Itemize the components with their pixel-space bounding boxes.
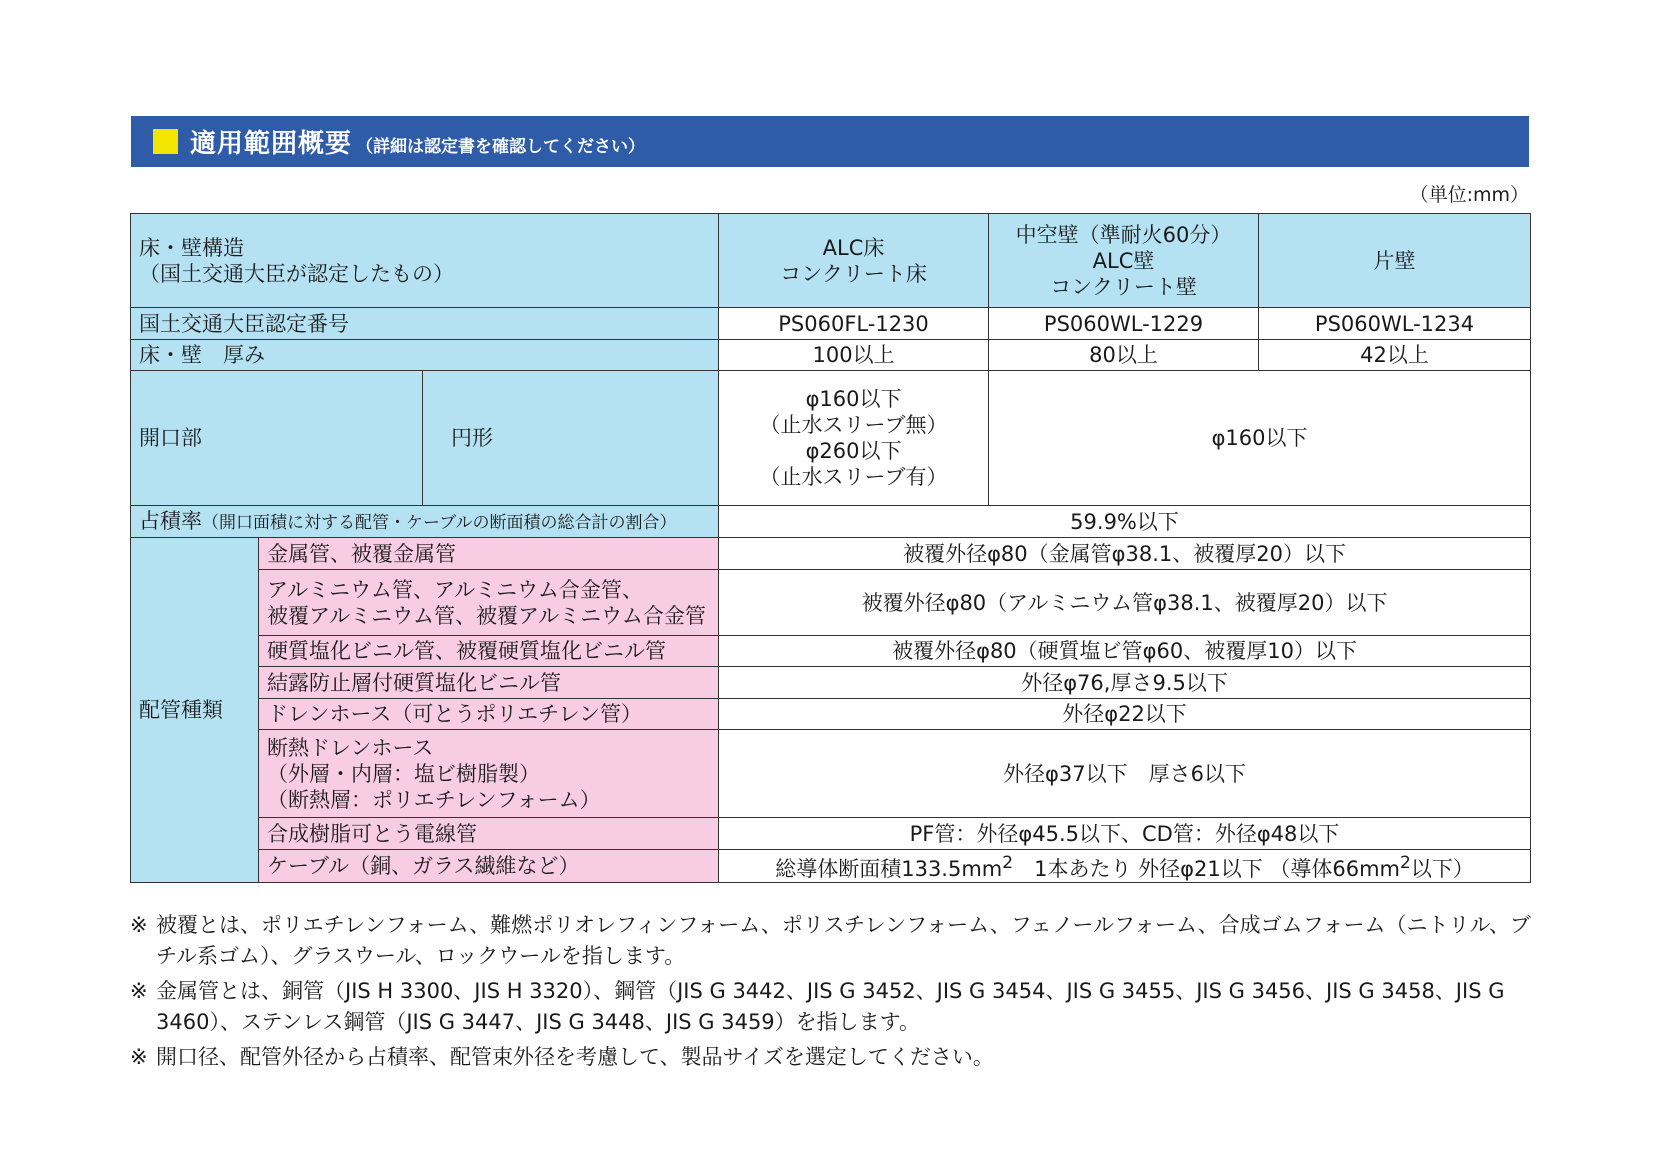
col-header-hollow-wall [989,214,1259,308]
pipe-value-part: 以下） [1410,857,1474,881]
opening-shape: 円形 [423,371,719,506]
pipe-value: 外径φ37以下 厚さ6以下 [719,730,1531,818]
pipe-name-line: アルミニウム管、アルミニウム合金管、 [267,577,643,602]
pipe-value-part: 総導体断面積133.5mm [775,857,1003,881]
section-subtitle: （詳細は認定書を確認してください） [356,137,646,157]
table-row [131,699,1531,730]
table-row [131,730,1531,818]
thickness-value: 100以上 [719,340,989,371]
pipe-name-line: （断熱層：ポリエチレンフォーム） [267,787,601,812]
pipe-name: 結露防止層付硬質塩化ビニル管 [259,667,719,699]
opening-wall-value: φ160以下 [989,371,1531,506]
table-row [131,667,1531,699]
superscript: 2 [1002,853,1014,873]
note-item [130,910,1540,972]
note-mark: ※ [130,1045,148,1069]
superscript: 2 [1400,853,1411,873]
notes [130,910,1540,1077]
col-header-text: コンクリート壁 [1050,274,1197,299]
pipe-name: 硬質塩化ビニル管、被覆硬質塩化ビニル管 [259,636,719,667]
note-item [130,1042,1540,1073]
cert-value: PS060WL-1229 [989,308,1259,340]
opening-floor-line: φ260以下 [805,439,902,463]
col-header-text: 片壁 [1373,248,1416,273]
col-header-text: ALC壁 [1092,248,1155,273]
table-row [131,506,1531,538]
pipe-name-line: 被覆アルミニウム管、被覆アルミニウム合金管 [267,603,706,628]
note-mark: ※ [130,979,148,1003]
cert-value: PS060FL-1230 [719,308,989,340]
pipe-name: ケーブル（銅、ガラス繊維など） [259,850,719,883]
pipe-name: 金属管、被覆金属管 [259,538,719,570]
note-text: 開口径、配管外径から占積率、配管束外径を考慮して、製品サイズを選定してください。 [156,1045,994,1069]
col-header-text: 中空壁（準耐火60分） [1015,222,1232,247]
pipe-name-line: 断熱ドレンホース [267,735,434,760]
col-header-text: コンクリート床 [780,261,927,286]
section-title: 適用範囲概要 [190,129,353,159]
pipe-value: 被覆外径φ80（アルミニウム管φ38.1、被覆厚20）以下 [719,570,1531,636]
occupancy-label: 占積率 [139,508,202,533]
table-row [131,308,1531,340]
table-row [131,636,1531,667]
opening-floor-line: （止水スリーブ無） [759,413,948,437]
thickness-label: 床・壁 厚み [131,340,719,371]
pipe-value: 外径φ22以下 [719,699,1531,730]
pipe-group-label: 配管種類 [131,538,259,883]
thickness-value: 42以上 [1259,340,1531,371]
pipe-value: 被覆外径φ80（金属管φ38.1、被覆厚20）以下 [719,538,1531,570]
occupancy-note: （開口面積に対する配管・ケーブルの断面積の総合計の割合） [202,512,677,533]
section-banner [131,116,1529,167]
pipe-name-line: （外層・内層：塩ビ樹脂製） [267,761,540,786]
opening-floor-line: （止水スリーブ有） [759,465,948,489]
unit-label: （単位:mm） [1409,184,1529,206]
opening-label: 開口部 [131,371,423,506]
pipe-value: 外径φ76,厚さ9.5以下 [719,667,1531,699]
pipe-value-cable [719,850,1531,883]
occupancy-label-cell [131,506,719,538]
pipe-value: 被覆外径φ80（硬質塩ビ管φ60、被覆厚10）以下 [719,636,1531,667]
table-row [131,371,1531,506]
pipe-name: ドレンホース（可とうポリエチレン管） [259,699,719,730]
col-header-floor [719,214,989,308]
note-text: 被覆とは、ポリエチレンフォーム、難燃ポリオレフィンフォーム、ポリスチレンフォーム、フェノールフォーム、合成ゴムフォーム（ニトリル、ブチル系ゴム）、グラスウール、ロックウールを指します。 [156,913,1531,968]
opening-floor-line: φ160以下 [805,387,902,411]
structure-label-note: （国土交通大臣が認定したもの） [139,261,454,286]
note-mark: ※ [130,913,148,937]
table-row [131,340,1531,371]
col-header-single-wall [1259,214,1531,308]
cert-value: PS060WL-1234 [1259,308,1531,340]
note-item [130,976,1540,1038]
structure-header-cell [131,214,719,308]
pipe-value: PF管：外径φ45.5以下、CD管：外径φ48以下 [719,818,1531,850]
pipe-value-part: 1本あたり 外径φ21以下 （導体66mm [1013,857,1400,881]
opening-floor-value [719,371,989,506]
structure-label: 床・壁構造 [139,235,244,260]
thickness-value: 80以上 [989,340,1259,371]
pipe-name [259,570,719,636]
cert-label: 国土交通大臣認定番号 [131,308,719,340]
table-row [131,850,1531,883]
yellow-square-icon [153,129,178,154]
pipe-name [259,730,719,818]
spec-table [130,213,1531,883]
col-header-text: ALC床 [822,235,885,260]
table-row [131,818,1531,850]
table-row [131,214,1531,308]
table-row [131,538,1531,570]
note-text: 金属管とは、銅管（JIS H 3300、JIS H 3320）、鋼管（JIS G 3442、JIS G 3452、JIS G 3454、JIS G 3455、JIS G 3456、JIS G 3458、JIS G 3460）、ステンレス鋼管（JIS G 3447、JIS G 3448、JIS G 3459）を指します。 [156,979,1505,1034]
pipe-name: 合成樹脂可とう電線管 [259,818,719,850]
table-row [131,570,1531,636]
occupancy-value: 59.9%以下 [719,506,1531,538]
